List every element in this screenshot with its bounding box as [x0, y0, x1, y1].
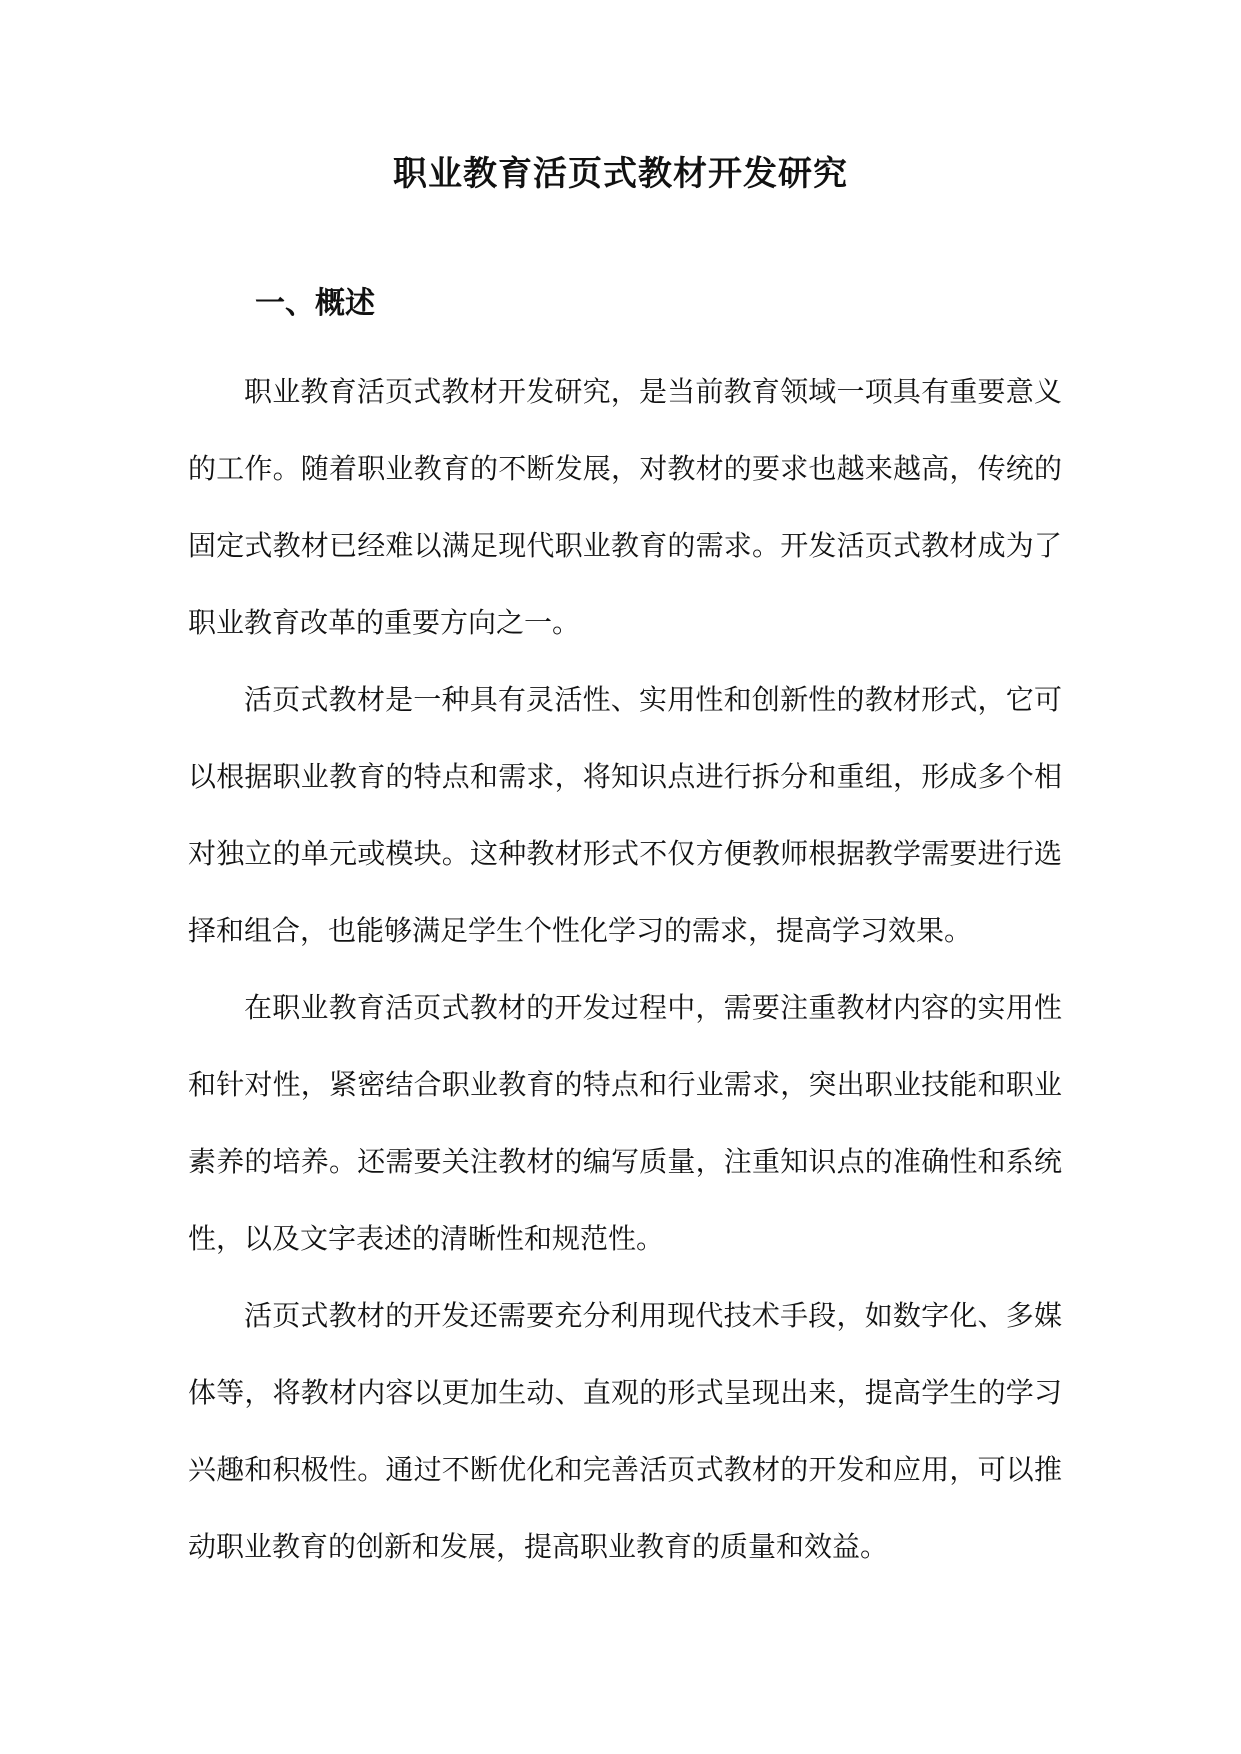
- body-paragraph-3: 在职业教育活页式教材的开发过程中，需要注重教材内容的实用性和针对性，紧密结合职业教育的特点和行业需求，突出职业技能和职业素养的培养。还需要关注教材的编写质量，注重知识点的准确性和系统性，以及文字表述的清晰性和规范性。: [188, 991, 1062, 1255]
- section-heading: 一、概述: [255, 286, 375, 321]
- document-title: 职业教育活页式教材开发研究: [393, 154, 848, 194]
- body-paragraph-4: 活页式教材的开发还需要充分利用现代技术手段，如数字化、多媒体等，将教材内容以更加生动、直观的形式呈现出来，提高学生的学习兴趣和积极性。通过不断优化和完善活页式教材的开发和应用，可以推动职业教育的创新和发展，提高职业教育的质量和效益。: [188, 1299, 1062, 1563]
- body-paragraph-2: 活页式教材是一种具有灵活性、实用性和创新性的教材形式，它可以根据职业教育的特点和需求，将知识点进行拆分和重组，形成多个相对独立的单元或模块。这种教材形式不仅方便教师根据教学需要进行选择和组合，也能够满足学生个性化学习的需求，提高学习效果。: [188, 683, 1062, 947]
- body-paragraph-1: 职业教育活页式教材开发研究，是当前教育领域一项具有重要意义的工作。随着职业教育的不断发展，对教材的要求也越来越高，传统的固定式教材已经难以满足现代职业教育的需求。开发活页式教材成为了职业教育改革的重要方向之一。: [188, 375, 1062, 639]
